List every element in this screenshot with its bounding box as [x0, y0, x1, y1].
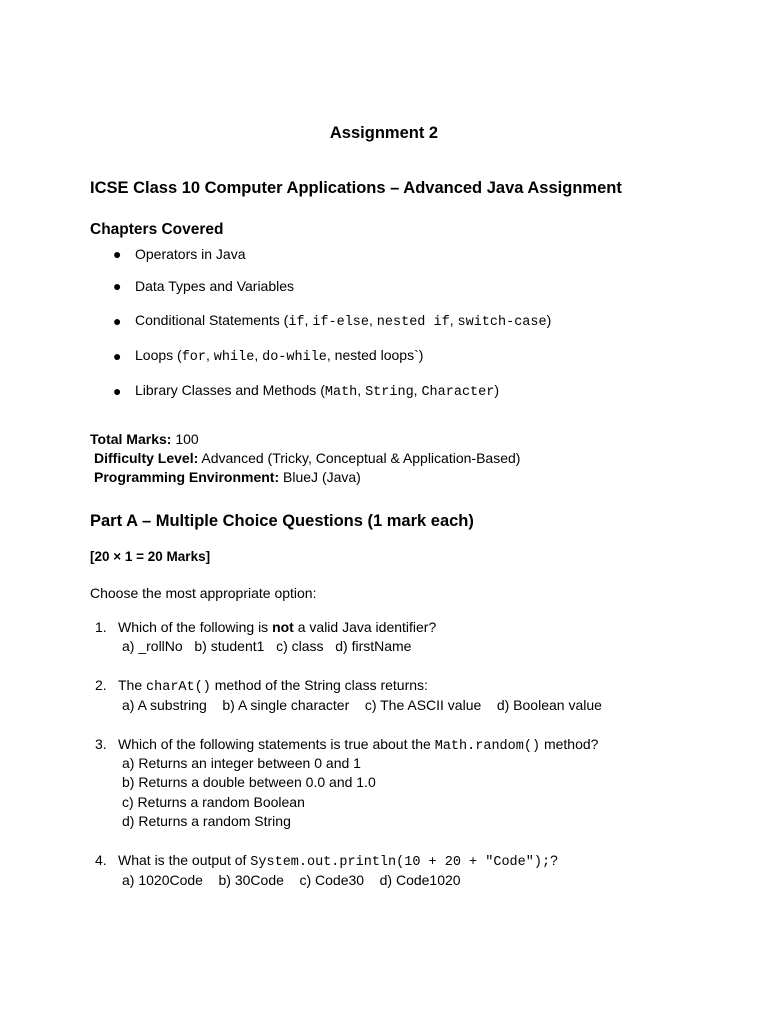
- question-options: [122, 697, 602, 713]
- code-keyword: while: [213, 350, 255, 365]
- option: c) The ASCII value: [364, 697, 482, 713]
- chapter-item: Loops (for, while, do-while, nested loops`): [135, 347, 424, 365]
- question-text: [118, 677, 428, 695]
- bullet-marker: ●: [113, 383, 122, 399]
- option: d) firstName: [335, 638, 412, 654]
- chapter-item-text: ): [546, 312, 552, 328]
- bullet-marker: ●: [113, 278, 122, 294]
- question-text-part: ?: [550, 852, 558, 868]
- chapter-item-text: Operators in Java: [135, 246, 246, 262]
- option: d) Returns a random String: [122, 813, 291, 829]
- difficulty-label: Difficulty Level:: [94, 450, 199, 466]
- question-options: [122, 638, 411, 654]
- assignment-heading: ICSE Class 10 Computer Applications – Advanced Java Assignment: [90, 179, 622, 197]
- chapter-item: [135, 278, 294, 294]
- option: b) Returns a double between 0.0 and 1.0: [122, 774, 376, 790]
- chapter-item-text: Library Classes and Methods (: [135, 382, 325, 398]
- question-number: 1.: [95, 619, 107, 635]
- question-text: [118, 852, 558, 870]
- instruction-text: Choose the most appropriate option:: [90, 585, 317, 601]
- option: a) Returns an integer between 0 and 1: [122, 755, 361, 771]
- chapter-item: Conditional Statements (if, if-else, nested if, switch-case): [135, 312, 552, 330]
- question-text: [118, 619, 436, 635]
- option: b) 30Code: [218, 872, 284, 888]
- question-text-part: Which of the following is: [118, 619, 273, 635]
- bullet-marker: ●: [113, 313, 122, 329]
- code-keyword: for: [181, 350, 207, 365]
- chapter-item-text: ): [494, 382, 500, 398]
- option: a) 1020Code: [122, 872, 203, 888]
- question-number: 2.: [95, 677, 107, 693]
- chapter-item: Library Classes and Methods (Math, String, Character): [135, 382, 500, 400]
- question-emphasis: not: [272, 619, 294, 635]
- chapter-item: [135, 246, 246, 262]
- option: c) Returns a random Boolean: [122, 794, 305, 810]
- environment-value: BlueJ (Java): [283, 469, 361, 485]
- question-text-part: a valid Java identifier?: [293, 619, 437, 635]
- bullet-marker: ●: [113, 348, 122, 364]
- total-marks: [90, 431, 199, 447]
- total-marks-label: Total Marks:: [90, 431, 172, 447]
- question-text-part: What is the output of: [118, 852, 251, 868]
- code-keyword: Math: [324, 385, 358, 400]
- question-text-part: method of the String class returns:: [210, 677, 428, 693]
- code-keyword: String: [365, 385, 414, 400]
- option: c) Code30: [299, 872, 365, 888]
- option: a) _rollNo: [122, 638, 183, 654]
- difficulty-value: Advanced (Tricky, Conceptual & Application-Based): [201, 450, 521, 466]
- option: d) Boolean value: [496, 697, 602, 713]
- chapter-item-text: , nested loops`): [326, 347, 424, 363]
- part-a-heading: Part A – Multiple Choice Questions (1 mark each): [90, 512, 474, 530]
- question-number: 4.: [95, 852, 107, 868]
- programming-environment: [94, 469, 361, 485]
- chapter-item-text: Data Types and Variables: [135, 278, 295, 294]
- chapters-heading: Chapters Covered: [90, 221, 224, 238]
- option: b) student1: [194, 638, 265, 654]
- code-snippet: Math.random(): [434, 739, 541, 754]
- total-marks-value: 100: [175, 431, 199, 447]
- part-a-marks: [20 × 1 = 20 Marks]: [90, 549, 211, 564]
- code-keyword: if: [288, 315, 305, 330]
- question-number: 3.: [95, 736, 107, 752]
- code-keyword: nested if: [376, 315, 450, 330]
- question-text: [118, 736, 598, 754]
- code-keyword: switch-case: [457, 315, 547, 330]
- question-text-part: Which of the following statements is true about the: [118, 736, 435, 752]
- chapter-item-text: Conditional Statements (: [135, 312, 289, 328]
- question-text-part: The: [118, 677, 147, 693]
- code-keyword: do-while: [262, 350, 327, 365]
- option: a) A substring: [122, 697, 207, 713]
- option: d) Code1020: [379, 872, 461, 888]
- page-title: Assignment 2: [329, 124, 439, 142]
- option: c) class: [276, 638, 324, 654]
- difficulty-level: [94, 450, 520, 466]
- environment-label: Programming Environment:: [94, 469, 280, 485]
- option: b) A single character: [222, 697, 350, 713]
- code-snippet: System.out.println(10 + 20 + "Code");: [250, 855, 551, 870]
- code-keyword: Character: [421, 385, 495, 400]
- question-text-part: method?: [540, 736, 599, 752]
- bullet-marker: ●: [113, 246, 122, 262]
- code-snippet: charAt(): [146, 680, 211, 695]
- question-options: [122, 872, 461, 888]
- chapter-item-text: Loops (: [135, 347, 182, 363]
- code-keyword: if-else: [312, 315, 370, 330]
